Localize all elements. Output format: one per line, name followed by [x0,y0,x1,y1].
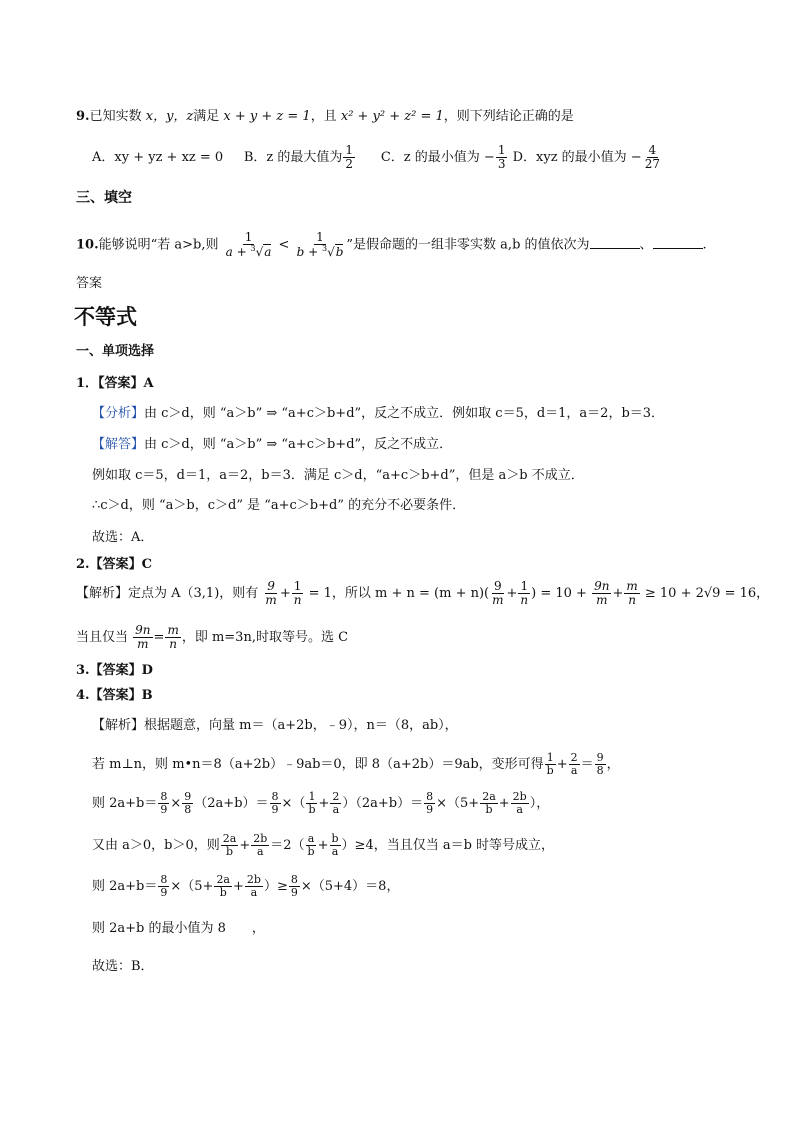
option-c: C．z 的最小值为 − $\frac{1}{3}$ [380,143,506,172]
answer-1-line4: ∴c＞d，则 “a＞b，c＞d” 是 “a+c＞b+d” 的充分不必要条件． [92,498,466,513]
answer-1-line5: 故选：A． [92,530,154,545]
section-single-choice: 一、单项选择 [76,344,155,359]
blank-a [590,237,640,249]
question-10: 10.能够说明“若 a>b,则 $\frac{1}{a + ^3√a}$ < $\frac{1}{b + ^3√b}$ ”是假命题的一组非零实数 a,b 的值依次为 、 . [76,230,707,260]
answer-1-line3: 例如取 c＝5，d＝1，a＝2，b＝3．满足 c＞d，“a+c＞b+d”，但是 a＞b 不成立． [92,468,584,483]
page-title: 不等式 [74,305,137,329]
answer-1-analysis: 【分析】由 c＞d，则 “a＞b” ⇒ “a+c＞b+d”，反之不成立．例如取 c＝5，d＝1，a＝2，b＝3． [92,406,665,421]
option-d: D．xyz 的最小值为 − $\frac{4}{27}$ [512,143,660,172]
blank-b [653,237,703,249]
answer-4-line5: 则 2a+b＝ $\frac{8}{9}$ ×（5+ $\frac{2a}{b}$ + $\frac{2b}{a}$ ）≥ $\frac{8}{9}$ ×（5+4）＝8， [92,873,400,900]
question-9-options [92,144,663,171]
answer-4-line1: 【解析】根据题意，向量 m＝（a+2b，﹣9），n＝（8，ab）， [92,718,458,733]
answer-4-line7: 故选：B． [92,959,154,974]
option-b: B．z 的最大值为 $\frac{1}{2}$ [243,143,354,172]
answer-2-line1: 【解析】定点为 A（3,1)，则有 $\frac{9}{m}$ + $\frac{1}{n}$ = 1，所以 m + n = (m + n)( $\frac{9}{m}$ + $\frac{1}{n}$ ) = 10 + $\frac{9n}{m}$ + $\frac{m}{n}$ ≥ 10 + 2√9 = 16， [76,579,770,608]
answer-4-line4: 又由 a＞0，b＞0，则 $\frac{2a}{b}$ + $\frac{2b}{a}$ ＝2（ $\frac{a}{b}$ + $\frac{b}{a}$ ）≥4，当且仅当 a＝b 时等号成立， [92,832,555,859]
answer-3-head: 3.【答案】D [76,663,153,678]
answer-label: 答案 [76,276,103,291]
answer-4-line2: 若 m⊥n，则 m•n＝8（a+2b）﹣9ab＝0，即 8（a+2b）＝9ab，变形可得 $\frac{1}{b}$ + $\frac{2}{a}$ ＝ $\frac{9}{8}$ ， [92,751,620,778]
question-9-stem: 9.已知实数 x，y，z满足 x + y + z = 1，且 x² + y² + z² = 1，则下列结论正确的是 [76,109,574,124]
answer-4-line3: 则 2a+b＝ $\frac{8}{9}$ × $\frac{9}{8}$ （2a+b）＝ $\frac{8}{9}$ ×（ $\frac{1}{b}$ + $\frac{2}{a}$ ）（2a+b）＝ $\frac{8}{9}$ ×（5+ $\frac{2a}{b}$ + $\frac{2b}{a}$ ）， [92,790,550,817]
option-a: A．xy + yz + xz = 0 [92,150,224,166]
answer-1-solution: 【解答】由 c＞d，则 “a＞b” ⇒ “a+c＞b+d”，反之不成立． [92,437,453,452]
answer-2-head: 2.【答案】C [76,557,152,572]
section-fill-blank: 三、填空 [76,190,132,206]
answer-4-head: 4.【答案】B [76,688,153,703]
answer-2-line2: 当且仅当 $\frac{9n}{m}$ = $\frac{m}{n}$ ，即 m=3n,时取等号。选 C [76,623,349,652]
answer-4-line6: 则 2a+b 的最小值为 8 ， [92,921,265,936]
answer-1-head: 1．【答案】A [76,376,154,391]
